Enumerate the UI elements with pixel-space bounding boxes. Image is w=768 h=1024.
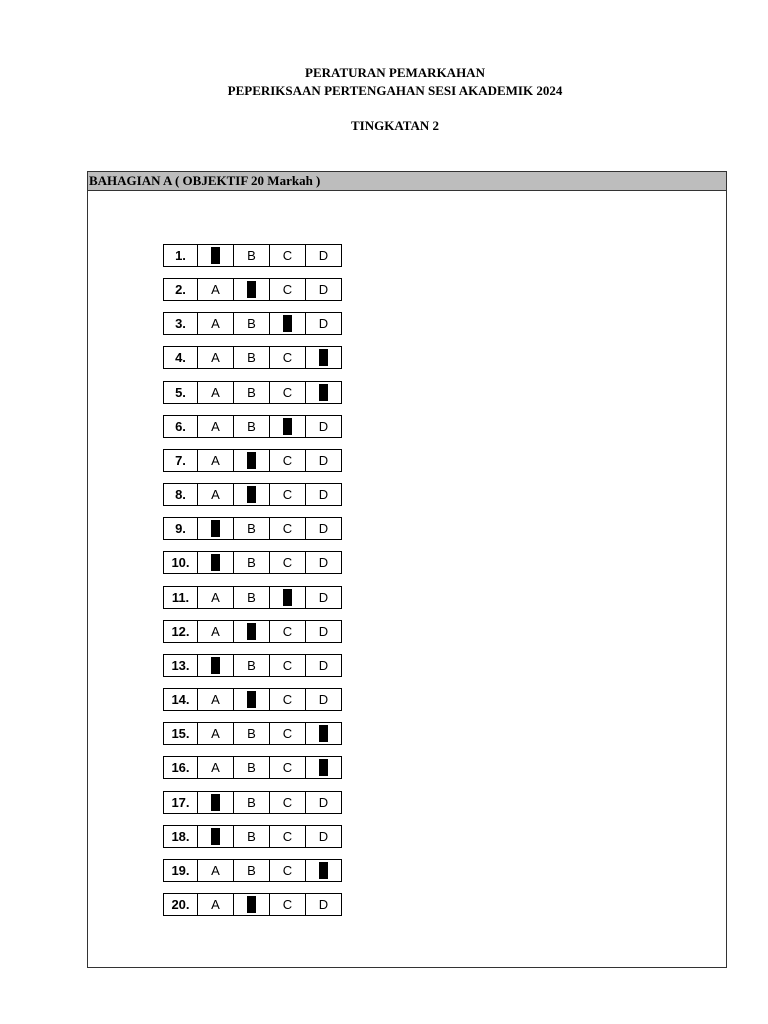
option-cell: B xyxy=(233,792,269,813)
question-number: 3. xyxy=(175,316,186,332)
option-cell-marked xyxy=(197,518,233,539)
answer-row xyxy=(163,722,342,745)
option-cell: A xyxy=(197,382,233,403)
option-cell: D xyxy=(305,894,341,915)
option-cell: D xyxy=(305,279,341,300)
option-cell-marked xyxy=(197,245,233,266)
answer-mark-icon xyxy=(211,657,220,674)
option-cell: D xyxy=(305,655,341,676)
answer-row xyxy=(163,449,342,472)
option-cell: A xyxy=(197,279,233,300)
option-cell: B xyxy=(233,245,269,266)
option-cell-marked xyxy=(305,723,341,744)
question-number: 16. xyxy=(171,760,190,776)
question-number: 4. xyxy=(175,350,186,366)
question-number: 13. xyxy=(171,657,190,673)
option-cell: B xyxy=(233,757,269,778)
option-cell-marked xyxy=(233,450,269,471)
option-cell: C xyxy=(269,723,305,744)
answer-mark-icon xyxy=(319,862,328,879)
answer-mark-icon xyxy=(211,247,220,264)
question-number: 12. xyxy=(171,623,190,639)
question-number: 11. xyxy=(171,589,190,605)
option-cell: C xyxy=(269,655,305,676)
answer-mark-icon xyxy=(319,349,328,366)
answer-mark-icon xyxy=(247,896,256,913)
answer-mark-icon xyxy=(319,759,328,776)
option-cell: B xyxy=(233,552,269,573)
answer-mark-icon xyxy=(211,794,220,811)
option-cell-marked xyxy=(197,552,233,573)
answer-mark-icon xyxy=(247,281,256,298)
option-cell: B xyxy=(233,382,269,403)
option-cell: D xyxy=(305,484,341,505)
option-cell: C xyxy=(269,792,305,813)
option-cell: C xyxy=(269,621,305,642)
option-cell-marked xyxy=(305,860,341,881)
question-number: 1. xyxy=(175,248,186,263)
answer-row xyxy=(163,381,342,404)
option-cell-marked xyxy=(269,416,305,437)
question-number: 19. xyxy=(171,862,190,878)
answer-mark-icon xyxy=(283,589,292,606)
option-cell: B xyxy=(233,655,269,676)
option-cell: C xyxy=(269,245,305,266)
answer-row xyxy=(163,346,342,369)
option-cell: C xyxy=(269,382,305,403)
option-cell: D xyxy=(305,313,341,334)
option-cell-marked xyxy=(233,894,269,915)
option-cell: B xyxy=(233,587,269,608)
answer-row xyxy=(163,688,342,711)
answer-mark-icon xyxy=(211,520,220,537)
option-cell-marked xyxy=(197,792,233,813)
option-cell: A xyxy=(197,757,233,778)
question-number: 20. xyxy=(171,897,190,913)
answer-row xyxy=(163,278,342,301)
answer-mark-icon xyxy=(319,384,328,401)
answer-mark-icon xyxy=(211,554,220,571)
option-cell: D xyxy=(305,587,341,608)
option-cell: A xyxy=(197,450,233,471)
option-cell: C xyxy=(269,279,305,300)
question-number: 9. xyxy=(175,521,186,537)
answer-row xyxy=(163,551,342,574)
question-number: 10. xyxy=(171,555,190,571)
option-cell: A xyxy=(197,621,233,642)
option-cell: C xyxy=(269,894,305,915)
answer-mark-icon xyxy=(247,623,256,640)
option-cell: A xyxy=(197,313,233,334)
option-cell: B xyxy=(233,518,269,539)
option-cell-marked xyxy=(233,279,269,300)
option-cell: B xyxy=(233,416,269,437)
option-cell: A xyxy=(197,484,233,505)
question-number: 2. xyxy=(175,282,186,298)
option-cell: D xyxy=(305,552,341,573)
answer-row xyxy=(163,483,342,506)
option-cell: C xyxy=(269,552,305,573)
option-cell: A xyxy=(197,587,233,608)
option-cell: C xyxy=(269,484,305,505)
question-number: 6. xyxy=(175,418,186,434)
answer-mark-icon xyxy=(247,452,256,469)
answer-mark-icon xyxy=(283,315,292,332)
answer-mark-icon xyxy=(211,828,220,845)
answer-row xyxy=(163,825,342,848)
answer-mark-icon xyxy=(319,725,328,742)
answer-row xyxy=(163,893,342,916)
answer-row xyxy=(163,859,342,882)
option-cell: D xyxy=(305,245,341,266)
doc-subtitle: PEPERIKSAAN PERTENGAHAN SESI AKADEMIK 2024 xyxy=(227,83,563,98)
answer-row xyxy=(163,586,342,609)
answer-row xyxy=(163,244,342,267)
section-a-title: BAHAGIAN A ( OBJEKTIF 20 Markah ) xyxy=(88,172,726,191)
question-number: 8. xyxy=(175,487,186,503)
option-cell: A xyxy=(197,723,233,744)
option-cell: A xyxy=(197,860,233,881)
question-number: 7. xyxy=(175,452,186,468)
option-cell: A xyxy=(197,416,233,437)
option-cell: C xyxy=(269,450,305,471)
answer-row xyxy=(163,791,342,814)
option-cell: D xyxy=(305,621,341,642)
option-cell-marked xyxy=(233,621,269,642)
question-number: 18. xyxy=(171,828,190,844)
doc-title: PERATURAN PEMARKAHAN xyxy=(305,65,485,80)
answer-row xyxy=(163,415,342,438)
form-level: TINGKATAN 2 xyxy=(351,118,439,133)
option-cell: C xyxy=(269,689,305,710)
option-cell-marked xyxy=(305,347,341,368)
option-cell: D xyxy=(305,450,341,471)
option-cell: D xyxy=(305,792,341,813)
option-cell: A xyxy=(197,894,233,915)
option-cell-marked xyxy=(233,484,269,505)
answer-mark-icon xyxy=(247,691,256,708)
option-cell: B xyxy=(233,723,269,744)
option-cell: C xyxy=(269,860,305,881)
option-cell: B xyxy=(233,826,269,847)
answer-row xyxy=(163,654,342,677)
answer-row xyxy=(163,517,342,540)
option-cell: A xyxy=(197,347,233,368)
option-cell: C xyxy=(269,757,305,778)
option-cell: A xyxy=(197,689,233,710)
question-number: 14. xyxy=(171,692,190,708)
answer-mark-icon xyxy=(247,486,256,503)
option-cell-marked xyxy=(269,587,305,608)
question-number: 17. xyxy=(171,794,190,810)
answer-row xyxy=(163,620,342,643)
option-cell-marked xyxy=(233,689,269,710)
option-cell: D xyxy=(305,518,341,539)
option-cell-marked xyxy=(305,382,341,403)
question-number: 15. xyxy=(171,726,190,742)
answer-row xyxy=(163,312,342,335)
option-cell: B xyxy=(233,860,269,881)
option-cell-marked xyxy=(197,655,233,676)
option-cell-marked xyxy=(305,757,341,778)
option-cell-marked xyxy=(269,313,305,334)
option-cell-marked xyxy=(197,826,233,847)
answer-mark-icon xyxy=(283,418,292,435)
question-number: 5. xyxy=(175,384,186,400)
option-cell: B xyxy=(233,313,269,334)
option-cell: C xyxy=(269,518,305,539)
option-cell: D xyxy=(305,826,341,847)
option-cell: C xyxy=(269,347,305,368)
option-cell: D xyxy=(305,416,341,437)
option-cell: D xyxy=(305,689,341,710)
option-cell: C xyxy=(269,826,305,847)
answer-row xyxy=(163,756,342,779)
option-cell: B xyxy=(233,347,269,368)
